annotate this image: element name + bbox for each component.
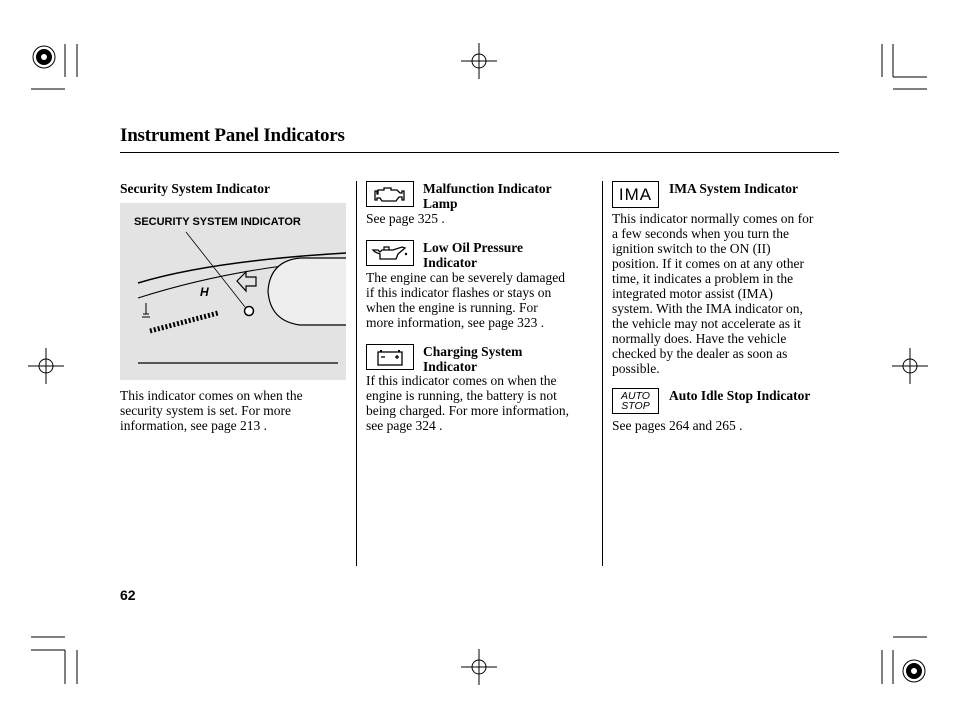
oil-body — [366, 270, 565, 330]
text-line: engine is running, the battery is not — [366, 388, 557, 403]
auto-stop-icon-line: STOP — [621, 400, 650, 412]
heading-line: Indicator — [423, 359, 477, 374]
mil-heading — [423, 181, 552, 211]
text-line: the vehicle may not accelerate as it — [612, 316, 801, 331]
text-line: See page 325 . — [366, 211, 445, 226]
engine-check-icon — [366, 181, 414, 207]
oil-heading — [423, 240, 523, 270]
title-rule — [120, 152, 839, 153]
text-line: The engine can be severely damaged — [366, 270, 566, 285]
security-heading: Security System Indicator — [120, 181, 270, 196]
text-line: This indicator comes on when the — [120, 388, 303, 403]
svg-text:H: H — [200, 285, 209, 299]
page-number: 62 — [120, 587, 136, 603]
text-line: security system is set. For more — [120, 403, 291, 418]
battery-icon — [366, 344, 414, 370]
ima-body — [612, 211, 813, 376]
heading-line: Charging System — [423, 344, 523, 359]
text-line: time, it indicates a problem in the — [612, 271, 794, 286]
page-title: Instrument Panel Indicators — [120, 125, 345, 146]
security-body — [120, 388, 303, 433]
column-divider-1 — [356, 181, 357, 566]
heading-line: Lamp — [423, 196, 458, 211]
text-line: integrated motor assist (IMA) — [612, 286, 773, 301]
heading-line: Low Oil Pressure — [423, 240, 523, 255]
mil-body — [366, 211, 445, 226]
security-figure — [120, 203, 346, 380]
text-line: checked by the dealer as soon as — [612, 346, 788, 361]
text-line: If this indicator comes on when the — [366, 373, 557, 388]
text-line: position. If it comes on at any other — [612, 256, 804, 271]
auto-stop-icon — [612, 388, 659, 414]
ima-heading: IMA System Indicator — [669, 181, 798, 196]
instrument-panel-illustration — [120, 203, 346, 380]
text-line: being charged. For more information, — [366, 403, 569, 418]
text-line: See pages 264 and 265 . — [612, 418, 743, 433]
text-line: more information, see page 323 . — [366, 315, 545, 330]
autostop-heading: Auto Idle Stop Indicator — [669, 388, 811, 403]
text-line: information, see page 213 . — [120, 418, 267, 433]
text-line: ignition switch to the ON (II) — [612, 241, 771, 256]
text-line: when the engine is running. For — [366, 300, 538, 315]
charging-body — [366, 373, 569, 433]
ima-icon — [612, 181, 659, 208]
heading-line: Malfunction Indicator — [423, 181, 552, 196]
charging-heading — [423, 344, 522, 374]
auto-stop-icon-line: AUTO — [621, 390, 650, 402]
text-line: normally does. Have the vehicle — [612, 331, 787, 346]
heading-line: Indicator — [423, 255, 477, 270]
text-line: This indicator normally comes on for — [612, 211, 814, 226]
text-line: see page 324 . — [366, 418, 443, 433]
oil-can-icon — [366, 240, 414, 266]
security-figure-label: SECURITY SYSTEM INDICATOR — [134, 216, 301, 228]
ima-icon-text: IMA — [618, 185, 653, 204]
column-divider-2 — [602, 181, 603, 566]
text-line: system. With the IMA indicator on, — [612, 301, 803, 316]
autostop-body — [612, 418, 742, 433]
text-line: possible. — [612, 361, 660, 376]
text-line: if this indicator flashes or stays on — [366, 285, 552, 300]
text-line: a few seconds when you turn the — [612, 226, 789, 241]
